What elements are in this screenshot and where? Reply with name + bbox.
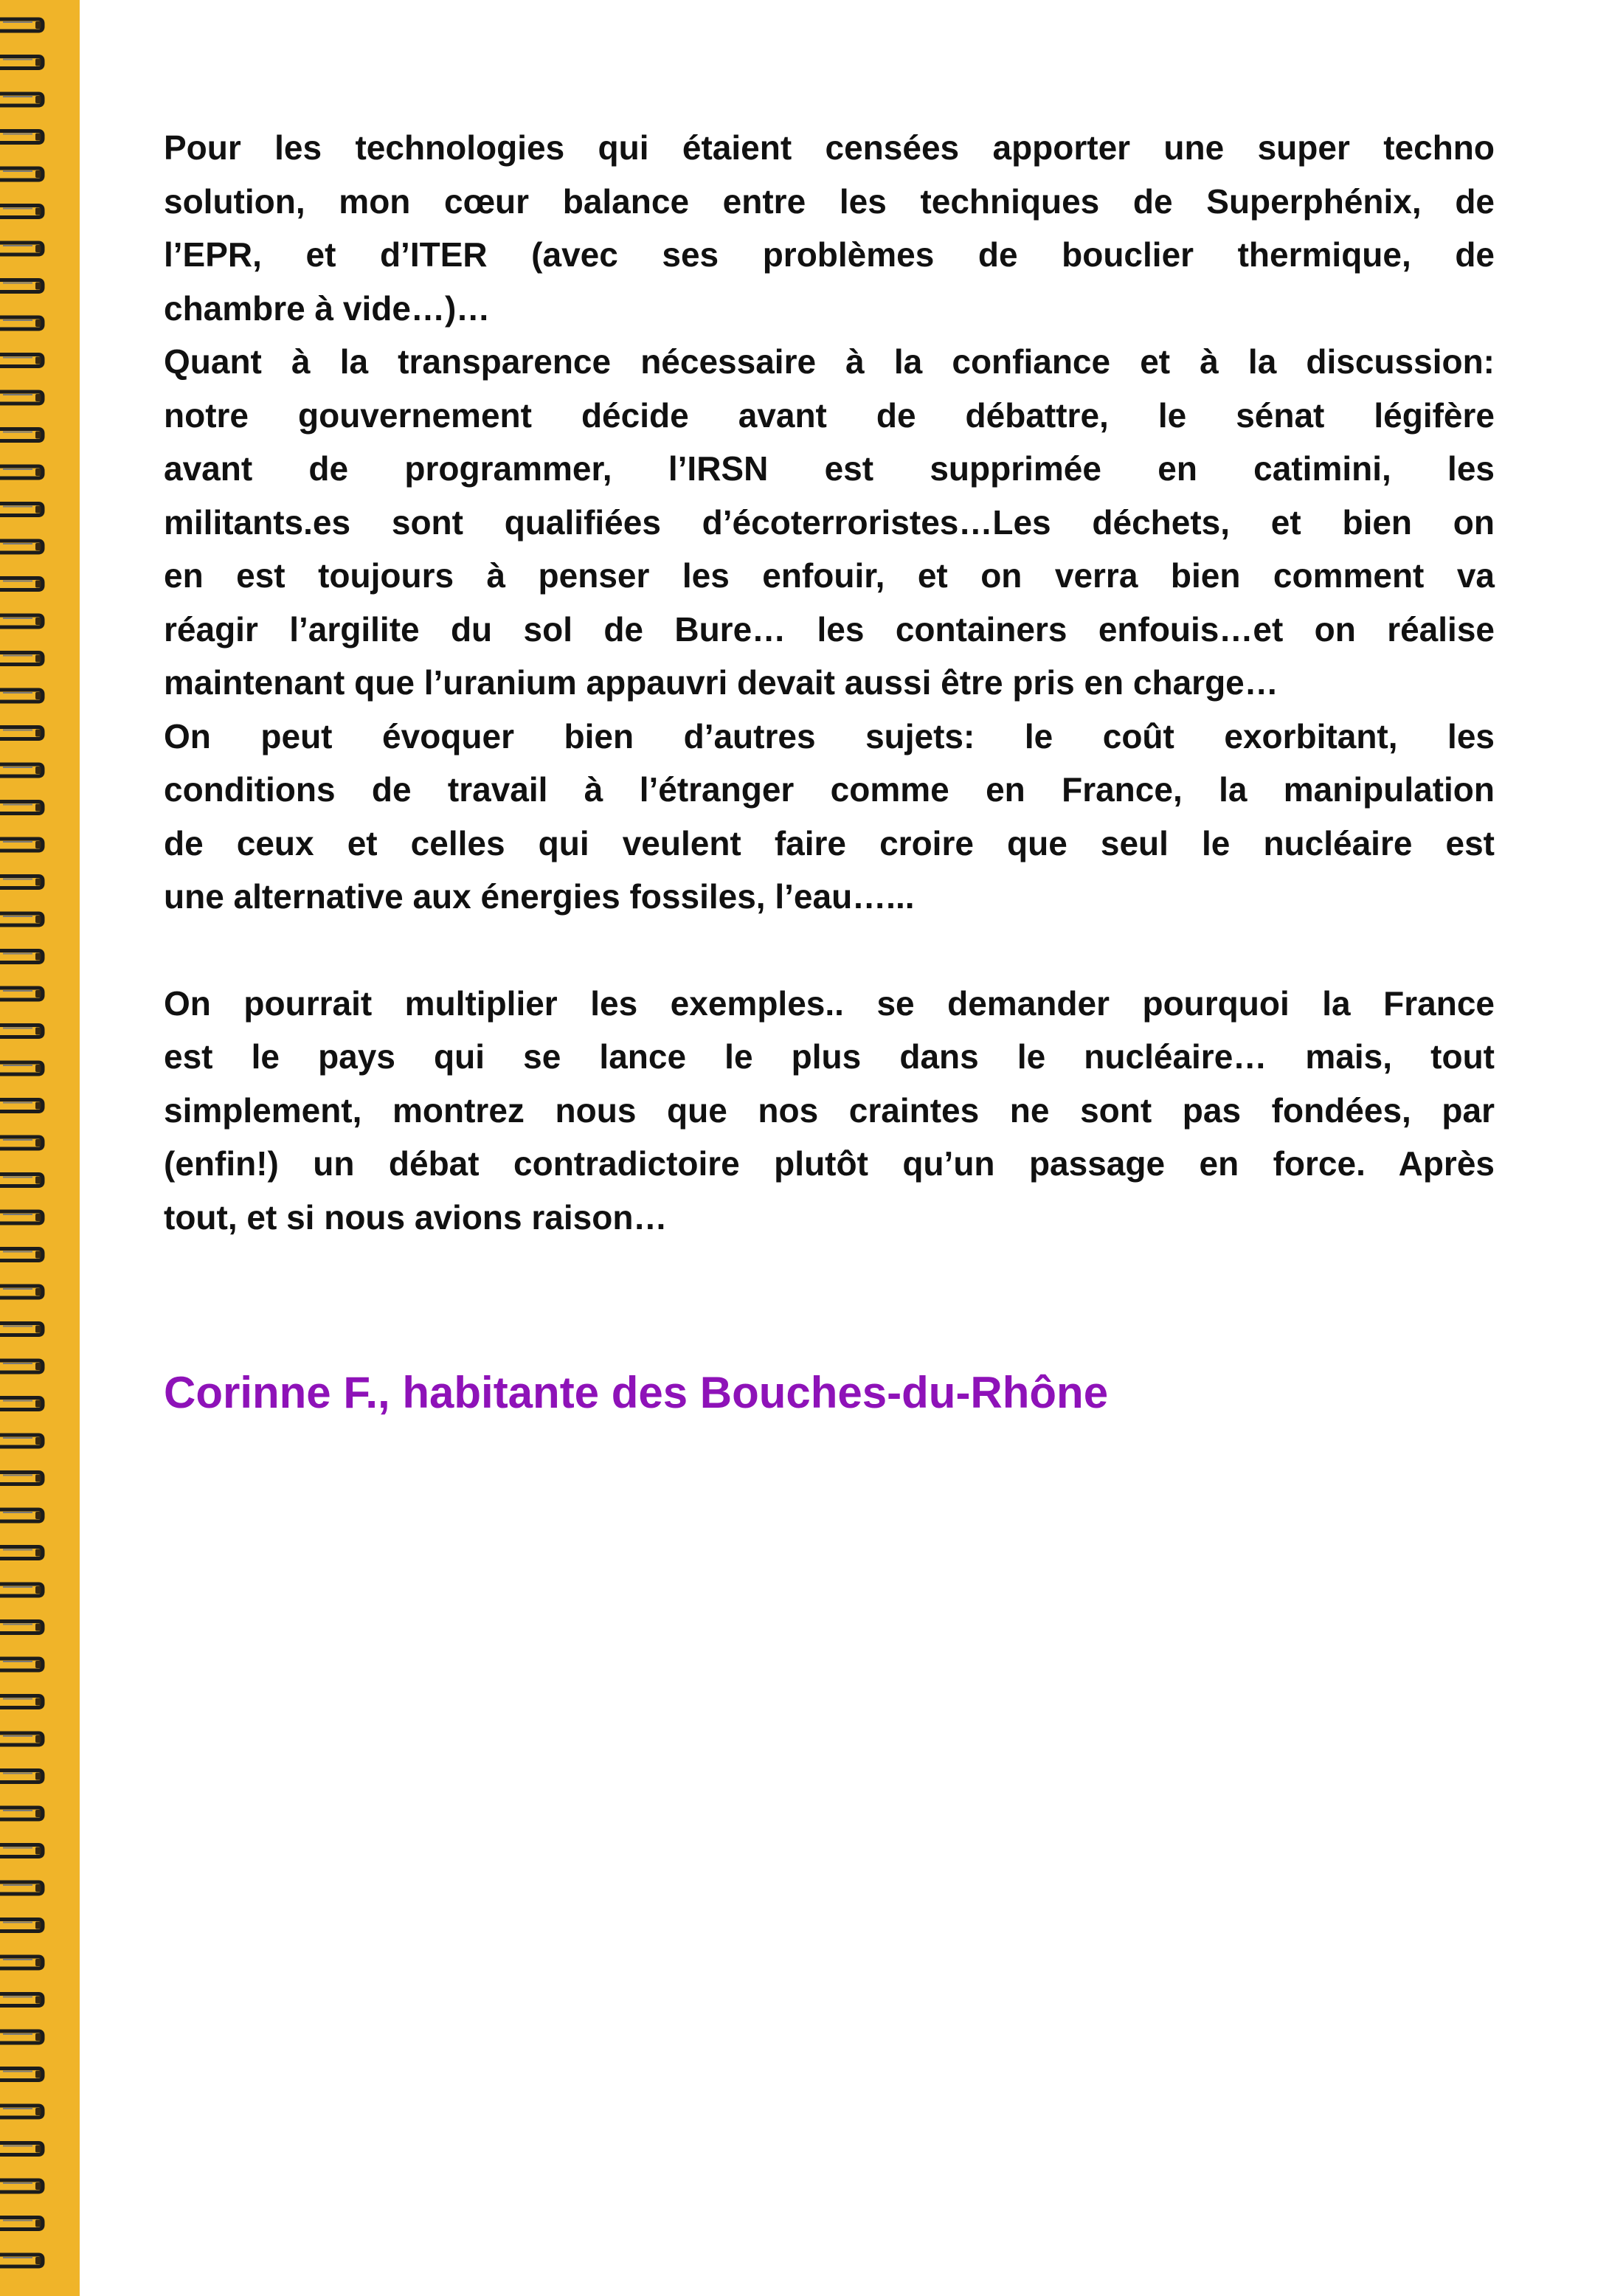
binding-ring [0, 94, 44, 106]
paragraph-1-line: une alternative aux énergies fossiles, l’eau…... [164, 877, 915, 916]
paragraph-1-line: avant de programmer, l’IRSN est supprimée en catimini, les [164, 449, 1495, 488]
paragraph-1-line: Quant à la transparence nécessaire à la confiance et à la discussion: [164, 342, 1495, 381]
binding-ring [0, 466, 44, 478]
binding-ring [0, 243, 44, 255]
binding-ring [0, 131, 44, 143]
binding-ring [0, 876, 44, 888]
spiral-binding-icon [0, 0, 80, 2296]
binding-ring [0, 504, 44, 516]
paragraph-1-line: réagir l’argilite du sol de Bure… les containers enfouis…et on réalise [164, 609, 1495, 649]
binding-ring [0, 57, 44, 69]
binding-ring [0, 1845, 44, 1857]
binding-ring [0, 206, 44, 218]
binding-ring [0, 2255, 44, 2266]
paragraph-2-line: simplement, montrez nous que nos craintes ne sont pas fondées, par [164, 1090, 1495, 1130]
binding-ring [0, 1137, 44, 1149]
author-signature: Corinne F., habitante des Bouches-du-Rhône [164, 1368, 1109, 1417]
binding-ring [0, 988, 44, 1000]
binding-ring [0, 615, 44, 627]
binding-ring [0, 168, 44, 180]
binding-ring [0, 1473, 44, 1484]
binding-ring [0, 1100, 44, 1112]
binding-ring [0, 392, 44, 404]
paragraph-1-line: l’EPR, et d’ITER (avec ses problèmes de bouclier thermique, de [164, 235, 1495, 274]
binding-ring [0, 1026, 44, 1037]
binding-ring [0, 839, 44, 851]
binding-ring [0, 951, 44, 963]
binding-ring [0, 802, 44, 814]
paragraph-2-line: On pourrait multiplier les exemples.. se demander pourquoi la France [164, 983, 1495, 1023]
binding-ring [0, 1882, 44, 1894]
binding-ring [0, 1324, 44, 1335]
paragraph-2-line: (enfin!) un débat contradictoire plutôt qu’un passage en force. Après [164, 1144, 1495, 1183]
binding-ring [0, 19, 44, 31]
binding-ring [0, 1398, 44, 1410]
binding-ring [0, 1360, 44, 1372]
paragraph-1 [164, 121, 1495, 924]
binding-ring [0, 1286, 44, 1298]
binding-ring [0, 1510, 44, 1521]
binding-ring [0, 429, 44, 441]
binding-ring [0, 1659, 44, 1670]
binding-ring [0, 1957, 44, 1968]
paragraph-2-line: est le pays qui se lance le plus dans le nucléaire… mais, tout [164, 1037, 1495, 1076]
binding-ring [0, 1771, 44, 1782]
binding-ring [0, 764, 44, 776]
binding-ring [0, 1696, 44, 1708]
binding-ring [0, 913, 44, 925]
binding-ring [0, 2069, 44, 2081]
binding-ring [0, 1622, 44, 1633]
binding-ring [0, 653, 44, 665]
binding-ring [0, 690, 44, 702]
binding-ring [0, 1547, 44, 1559]
binding-ring [0, 578, 44, 590]
paragraph-1-line: Pour les technologies qui étaient censées apporter une super techno [164, 128, 1495, 167]
paragraph-1-line: chambre à vide…)… [164, 288, 491, 328]
paragraph-1-line: notre gouvernement décide avant de débattre, le sénat légifère [164, 395, 1495, 435]
binding-ring [0, 280, 44, 292]
binding-ring [0, 1808, 44, 1819]
binding-ring [0, 541, 44, 553]
binding-ring [0, 1249, 44, 1261]
binding-ring [0, 2031, 44, 2043]
paragraph-1-line: en est toujours à penser les enfouir, et on verra bien comment va [164, 556, 1495, 595]
paragraph-1-line: On peut évoquer bien d’autres sujets: le coût exorbitant, les [164, 716, 1495, 755]
document-body [164, 121, 1495, 1422]
binding-ring [0, 2106, 44, 2117]
binding-ring [0, 1733, 44, 1745]
binding-ring [0, 317, 44, 329]
binding-ring [0, 1211, 44, 1223]
paragraph-1-line: solution, mon cœur balance entre les techniques de Superphénix, de [164, 181, 1495, 221]
binding-ring [0, 1062, 44, 1074]
binding-ring [0, 355, 44, 367]
paragraph-1-line: maintenant que l’uranium appauvri devait aussi être pris en charge… [164, 663, 1278, 702]
binding-ring [0, 2218, 44, 2230]
paragraph-1-line: militants.es sont qualifiées d’écoterroristes…Les déchets, et bien on [164, 502, 1495, 542]
binding-ring [0, 1994, 44, 2006]
binding-ring [0, 727, 44, 739]
paragraph-1-line: conditions de travail à l’étranger comme en France, la manipulation [164, 770, 1495, 809]
binding-ring [0, 1920, 44, 1932]
binding-ring [0, 2143, 44, 2155]
paragraph-2-line: tout, et si nous avions raison… [164, 1197, 668, 1237]
binding-ring [0, 1175, 44, 1186]
binding-ring [0, 1435, 44, 1447]
paragraph-1-line: de ceux et celles qui veulent faire croire que seul le nucléaire est [164, 823, 1495, 862]
paragraph-2 [164, 977, 1495, 1245]
spiral-binding [0, 0, 80, 2296]
binding-ring [0, 1584, 44, 1596]
binding-ring [0, 2180, 44, 2192]
